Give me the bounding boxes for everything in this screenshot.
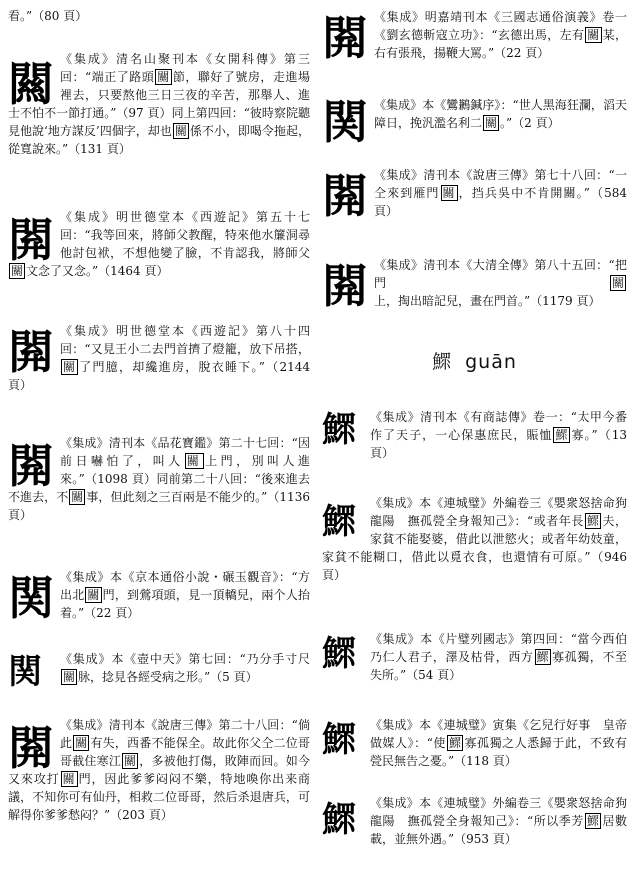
entry — [322, 96, 627, 150]
boxed-char: 關 — [62, 772, 76, 786]
variant-glyph: 閞 — [8, 439, 54, 493]
variant-glyph: 関 — [322, 95, 368, 149]
entry — [8, 716, 310, 824]
entry-text: 《集成》清刊本《大清全傳》第八十五回：“把門 關上，掏出暗記兒，畫在門首。”（1179 頁） — [374, 258, 627, 308]
entry-text: 《集成》清名山聚刊本《女開科傳》第三回：“端正了路頭 關 節，聯好了號房，走進場裡去，只要熬他三日三夜的辛苦，那舉人、進士不怕不一節打通。”（97 頁）同上第四回：“彼時察院聽見他說‘地方謀反’四個字，却也 關 係不小，即喝令拖起，從寬說來。”（131 頁） — [8, 52, 310, 156]
entry-text: 《集成》本《鸞鶼鍼序》：“世人黑海狂瀾，滔天障日，挽汎濫名利二 關 。”（2 頁） — [374, 98, 627, 130]
entry — [8, 50, 310, 158]
variant-glyph: 鰥 — [322, 410, 356, 450]
entry — [8, 568, 310, 625]
entry-text: 《集成》明世德堂本《西遊記》第八十四回：“又見王小二去門首擠了燈籠，放下吊搭，關 了門臆，却纔進房，脫衣睡下。”（2144 頁） — [8, 324, 310, 392]
entry — [8, 434, 310, 524]
section-heading — [322, 349, 627, 375]
boxed-char: 鰥 — [536, 650, 550, 664]
boxed-char: 關 — [75, 736, 88, 750]
entry — [322, 8, 627, 65]
variant-glyph: 鰥 — [322, 502, 356, 542]
entry-text: 《集成》清刊本《品花寶鑑》第二十七回：“因前日嚇怕了，叫人 關 上門，別叫人進來。”（1098 頁）同前第二十八回：“後來進去不進去，不 關 事，但此刻之三百兩是不能少的。”（1136 頁） — [8, 436, 310, 522]
variant-glyph: 閞 — [322, 259, 368, 313]
entry-text: 《集成》明世德堂本《西遊記》第五十七回：“我等回來，將師父教醒，特來他水簾洞尋他討包袱，不想他變了臉，不肯認我，將師父關 文念了又念。”（1464 頁） — [11, 210, 310, 278]
variant-glyph: 閞 — [322, 11, 368, 65]
boxed-char: 鰥 — [586, 814, 600, 828]
entry-text: 《集成》本《壺中天》第七回：“乃分手寸尺關 脉，捻見各經受病之形。”（5 頁） — [60, 652, 310, 684]
variant-glyph: 閞 — [8, 213, 54, 267]
variant-glyph: 関 — [8, 652, 42, 692]
entry-text: 《集成》明嘉靖刊本《三國志通俗演義》卷一《劉玄德斬寇立功》：“玄德出馬，左有 關 某，右有張飛，揚鞭大罵。”（22 頁） — [374, 10, 627, 60]
entry-text: 《集成》本《連城璧》外編卷三《嬰衆怒捨命狗龍陽 撫孤甇全身報知己》：“或者年長 鰥 夫，家貧不能娶婆，借此以泄慾火；或者年幼妓童，家貧不能糊口，借此以覓衣食，也還情有可原。”（946 頁） — [322, 496, 627, 582]
variant-glyph: 閞 — [322, 169, 368, 223]
variant-glyph: 鰥 — [322, 634, 356, 674]
entry — [8, 322, 310, 394]
boxed-char: 鰥 — [555, 428, 569, 442]
entry — [322, 716, 627, 770]
variant-glyph: 闗 — [8, 57, 54, 111]
entry-text: 《集成》清刊本《有商誌傳》卷一：“太甲今番作了天子，一心保惠庶民，賑恤 鰥 寡。”（13 頁） — [370, 410, 627, 460]
entry — [322, 494, 627, 584]
entry-text: 《集成》本《連城璧》外編卷三《嬰衆怒捨命狗龍陽 撫孤甇全身報知己》：“所以季芳 鰥 居數載，並無外遇。”（953 頁） — [370, 796, 627, 846]
entry — [322, 794, 627, 848]
variant-glyph: 鰥 — [322, 720, 356, 760]
boxed-char: 關 — [124, 754, 137, 768]
entry — [322, 256, 627, 313]
boxed-char: 關 — [442, 186, 456, 200]
entry — [322, 630, 627, 684]
continuation-line: 看。”（80 頁） — [8, 9, 88, 23]
heading-char: 鰥 — [432, 351, 452, 373]
entry-text: 《集成》本《連城璧》寅集《乞兒行好事 皇帝做媒人》：“使 鰥 寡孤獨之人悉歸于此，不致有甇民無告之憂。”（118 頁） — [370, 718, 627, 768]
boxed-char: 關 — [186, 454, 203, 468]
boxed-char: 關 — [587, 28, 600, 42]
boxed-char: 鰥 — [586, 514, 600, 528]
entry-text: 《集成》本《京本通俗小說・碾玉觀音》：“方出北 關 門，到鶯項頭，見一頂轎兒，兩个人抬着。”（22 頁） — [60, 570, 310, 620]
heading-pinyin: guān — [465, 351, 517, 373]
variant-glyph: 閞 — [8, 325, 54, 379]
boxed-char: 鰥 — [448, 736, 462, 750]
entry-text: 《集成》本《片璧列國志》第四回：“當今西伯乃仁人君子，澤及枯骨，西方 鰥 寡孤獨，不至失所。”（54 頁） — [370, 632, 627, 682]
boxed-char: 關 — [63, 670, 76, 684]
boxed-char: 關 — [11, 264, 24, 278]
boxed-char: 關 — [71, 490, 84, 504]
boxed-char: 關 — [87, 588, 100, 602]
entry — [8, 650, 310, 692]
entry — [8, 208, 310, 280]
variant-glyph: 関 — [8, 571, 54, 625]
variant-glyph: 鰥 — [322, 800, 356, 840]
variant-glyph: 閞 — [8, 721, 54, 775]
boxed-char: 關 — [174, 124, 187, 138]
entry — [322, 166, 627, 223]
boxed-char: 關 — [611, 276, 624, 290]
entry-text: 《集成》清刊本《說唐三傳》第七十八回：“一仝來到雁門 關 ，挡兵吳中不肯開關。”（584 頁） — [374, 168, 627, 218]
boxed-char: 關 — [157, 70, 170, 84]
boxed-char: 關 — [485, 116, 498, 130]
entry — [322, 408, 627, 462]
entry-text: 《集成》清刊本《說唐三傳》第二十八回：“倘此 關 有失，西番不能保全。故此你父仝二位哥哥截住寒江 關 ，多被他打傷，敗陣而回。如今又來攻打 關 門，因此爹爹闷闷不樂，特地喚你出来商議，不知你可有仙丹，相救二位哥哥，然后杀退唐兵，可解得你爹爹愁闷？”（203 頁） — [8, 718, 310, 822]
boxed-char: 關 — [63, 360, 77, 374]
